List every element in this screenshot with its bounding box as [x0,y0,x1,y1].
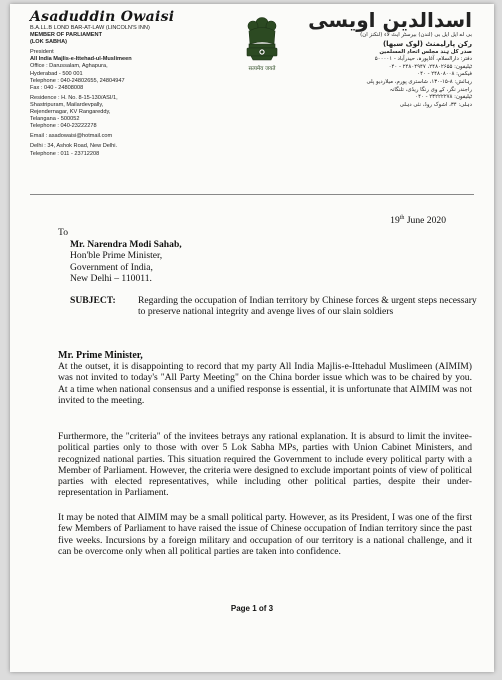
residence-telephone: Telephone : 040-23222278 [30,123,97,130]
party-name: All India Majlis-e-Ittehad-ul-Muslimeen [30,56,132,63]
letterhead-english [30,10,205,158]
letterhead [10,4,494,194]
recipient-address [70,239,182,284]
email-address: Email : asadowaisi@hotmail.com [30,133,113,140]
letter-page [10,4,494,672]
urdu-delhi-address: دہلی: ۳۴، اشوک روڈ، نئی دہلی [399,101,472,108]
date-day: 19 [390,215,400,227]
urdu-member-title: رکن پارلیمنٹ (لوک سبھا) [382,39,472,48]
letterhead-urdu [282,8,472,109]
recipient-organization: Government of India, [70,261,153,273]
urdu-office-2: ٹیلیفون: ۲۴۸۰۲۶۵۵، ۲۴۸۰۴۹۴۷ - ۰۴۰ [388,63,472,70]
delhi-telephone: Telephone : 011 - 23712208 [30,150,100,157]
urdu-residence-3: ٹیلیفون: ۲۳۲۲۲۲۷۸ - ۰۴۰ [415,94,472,101]
sender-title: MEMBER OF PARLIAMENT [30,32,102,39]
residence-address-3: Rejendernagar, KV Rangareddy, [30,109,111,116]
sender-qualifications: B.A.LL.B LOND BAR-AT-LAW (LINCOLN'S INN) [30,25,150,31]
date-suffix: th [399,215,405,221]
date-month-year: June 2020 [404,215,446,227]
salutation: Mr. Prime Minister, [58,350,143,361]
subject-text: Regarding the occupation of Indian territory by Chinese forces & urgent steps necessary to preserve national integrity and avenge lives of our slain soldiers [138,295,477,318]
sender-name: Asaduddin Owaisi [30,9,175,25]
paragraph-2: Furthermore, the "criteria" of the invitees betrays any rational explanation. It is absurd to limit the invitee-political parties only to those with over 5 Lok Sabha MPs, parties with Union Cabinet Ministers, and recognized national parties. This situation required the Government to include every political party with a Member of Parliament. However, the criteria were designed to exclude important points of view of political parties with elected representatives, while including other political parties, despite their under-representation in Parliament. [58,431,472,499]
emblem-motto: सत्यमेव जयते [248,66,276,72]
office-address-2: Hyderabad - 500 001 [30,70,83,77]
subject-label: SUBJECT: [70,295,116,306]
urdu-party-name: صدر کل ہند مجلس اتحاد المسلمین [379,48,472,55]
page-indicator: Page 1 of 3 [230,604,274,613]
office-address-1: Office : Darussalam, Aghapura, [30,63,108,70]
recipient-city: New Delhi – 110011. [70,272,152,284]
urdu-residence-2: راجندر نگر، کے وی رنگا ریڈی، تلنگانہ [389,86,472,93]
urdu-sender-name: اسدالدین اویسی [308,8,472,32]
residence-address-4: Telangana - 500052 [30,116,80,123]
sender-role: President [30,49,54,56]
office-telephone: Telephone : 040-24802655, 24804947 [30,77,125,84]
residence-address-1: Residence : H. No. 8-15-130/ASI/1, [30,94,118,101]
national-emblem-icon [239,14,285,76]
sender-title-house: (LOK SABHA) [30,39,67,46]
urdu-qualifications: بی اے ایل ایل بی (لندن) بیرسٹر ایٹ لاء (لنکنز ان) [360,32,472,38]
paragraph-1: At the outset, it is disappointing to record that my party All India Majlis-e-Ittehadul Muslimeen (AIMIM) was not invited to today's "All Party Meeting" on the China border issue which was to be chaired by you. At a time when national consensus and a unified response is essential, it is unfortunate that AIMIM was not invited to the meeting. [58,361,472,406]
residence-address-2: Shastripuram, Mailardevpally, [30,101,104,108]
delhi-address: Delhi : 34, Ashok Road, New Delhi. [30,143,118,150]
letter-date [390,215,446,226]
recipient-title: Hon'ble Prime Minister, [70,250,163,262]
recipient-name: Mr. Narendra Modi Sahab, [70,239,182,250]
paragraph-3: It may be noted that AIMIM may be a small political party. However, as its President, I was one of the first few Members of Parliament to have raised the issue of Chinese occupation of Indian territory since the past five weeks. Incursions by a foreign military and occupation of our territory is a national challenge, and it can be overcome only when all political parties are taken into confidence. [58,512,472,557]
office-fax: Fax : 040 - 24808008 [30,84,84,91]
urdu-office-3: فیکس: ۲۴۸۰۸۰۰۸ - ۰۴۰ [417,71,472,78]
to-label: To [58,227,68,238]
urdu-residence-1: رہائش: ۸-۱۵-۱۳۰، شاستری پورم، میلاردیو پلی [366,78,472,85]
urdu-office-1: دفتر: دارالسلام، آغاپورہ، حیدرآباد - ۵۰۰۰۰۱ [374,56,472,63]
letterhead-divider [30,194,474,195]
